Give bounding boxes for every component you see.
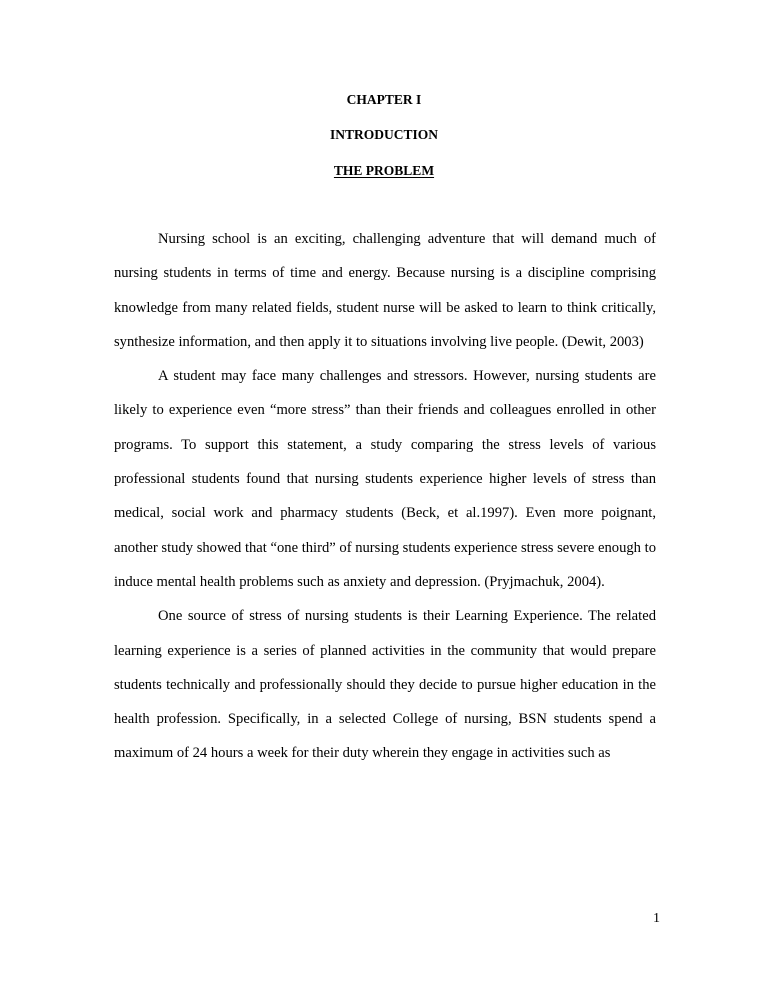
section-heading-text: INTRODUCTION xyxy=(329,127,438,142)
chapter-heading xyxy=(0,92,768,108)
paragraph-3: One source of stress of nursing students is their Learning Experience. The related learning experience is a series of planned activities in the community that would prepare students technically and professionally should they decide to pursue higher education in the health profession. Specifically, in a selected College of nursing, BSN students spend a maximum of 24 hours a week for their duty wherein they engage in activities such as xyxy=(114,608,656,762)
section-heading xyxy=(0,127,768,143)
body-text xyxy=(114,222,656,771)
page-number: 1 xyxy=(653,911,660,926)
chapter-heading-text: CHAPTER I xyxy=(346,92,422,107)
paragraph-1: Nursing school is an exciting, challenging adventure that will demand much of nursing students in terms of time and energy. Because nursing is a discipline comprising knowledge from many related fields, student nurse will be asked to learn to think critically, synthesize information, and then apply it to situations involving live people. (Dewit, 2003) xyxy=(114,231,656,350)
subsection-heading-text: THE PROBLEM xyxy=(333,163,435,178)
subsection-heading xyxy=(0,163,768,179)
paragraph-2: A student may face many challenges and stressors. However, nursing students are likely to experience even “more stress” than their friends and colleagues enrolled in other programs. To support this statement, a study comparing the stress levels of various professional students found that nursing students experience higher levels of stress than medical, social work and pharmacy students (Beck, et al.1997). Even more poignant, another study showed that “one third” of nursing students experience stress severe enough to induce mental health problems such as anxiety and depression. (Pryjmachuk, 2004). xyxy=(114,368,656,590)
